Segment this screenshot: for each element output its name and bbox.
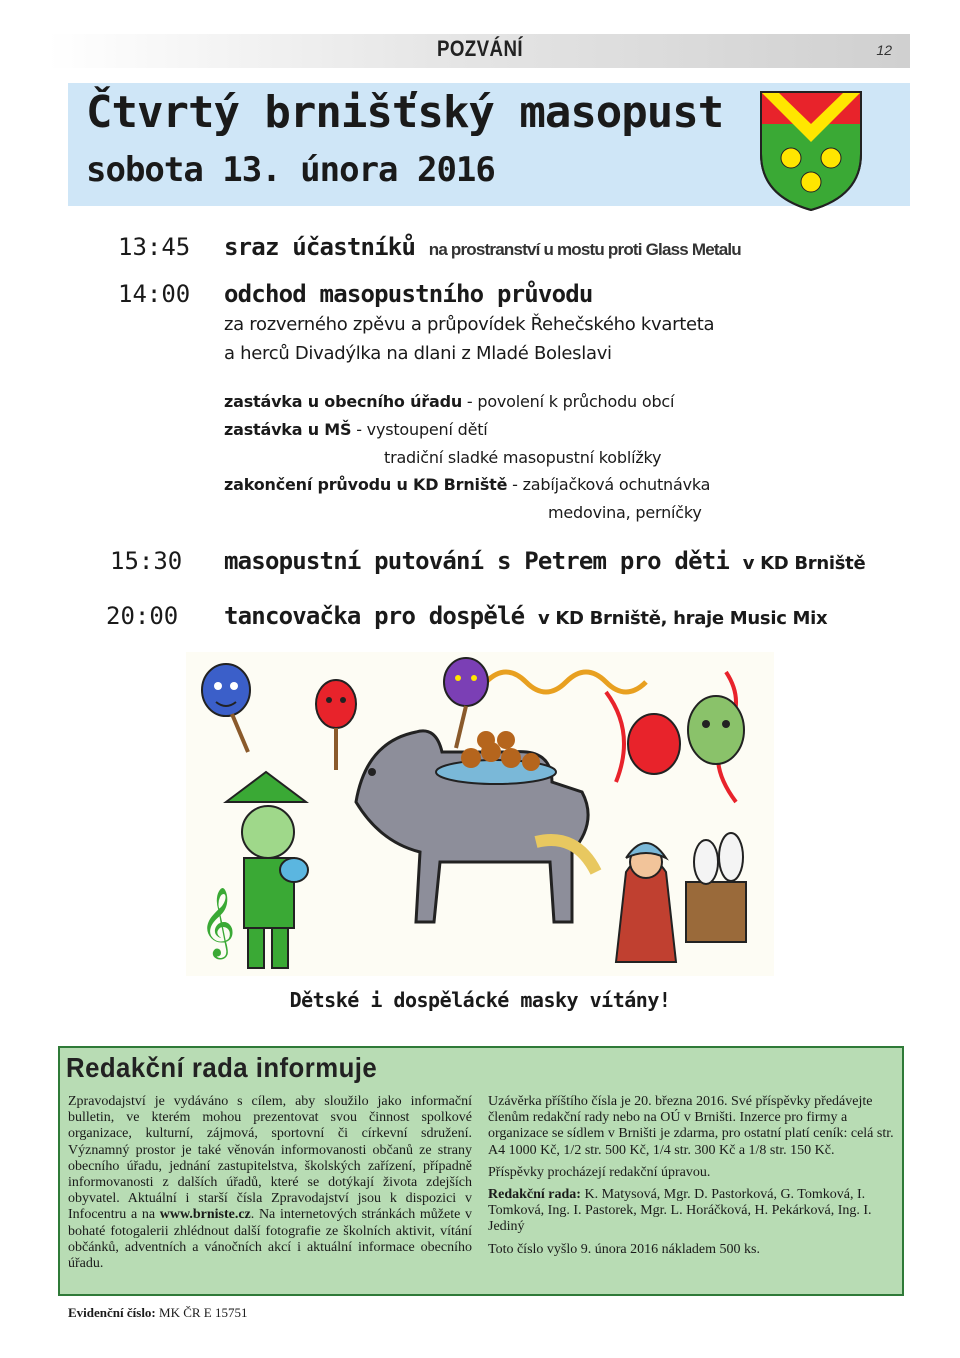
- editorial-editing-note: Příspěvky procházejí redakční úpravou.: [488, 1164, 711, 1180]
- carnival-illustration-icon: [186, 652, 774, 976]
- editorial-left-text-2: . Na internetových stránkách můžete v bohaté fotogalerii zhlédnout další fotografie ze školních aktivit, vítání občánků, adventních a vánočních akcí i aktuální informace obecního úřadu.: [68, 1207, 473, 1272]
- editorial-deadline: Uzávěrka příštího čísla je 20. března 2016. Své příspěvky předávejte členům redakční rady nebo na OÚ v Brništi. Inzerce pro firmy a organizace se sídlem v Brništi je zdarma, pro ostatní platí ceník: celá str. A4 1000 Kč, 1/2 str. 500 Kč, 1/4 str. 300 Kč a 1/8 str. 150 Kč.: [488, 1094, 894, 1158]
- coat-of-arms-icon: [758, 84, 864, 212]
- editorial-issue-info: Toto číslo vyšlo 9. února 2016 nákladem 500 ks.: [488, 1241, 760, 1257]
- event-dance-venue: v KD Brniště, hraje Music Mix: [537, 608, 828, 629]
- event-parade-title: odchod masopustního průvodu: [224, 280, 593, 308]
- stop-mead: medovina, perníčky: [548, 503, 702, 522]
- editorial-left-text: Zpravodajství je vydáváno s cílem, aby sloužilo jako informační bulletin, ve kterém mohou prezentovat svou činnost spolkové organizace, kulturní, zájmová, sportovní či církevní sdružení. Významný prostor je také věnován informovanosti občanů ze strany obecního úřadu, jednání zastupitelstva, školských zařízení, případně informovanosti z dalších úřadů, které se dotýkají života zdejších obyvatel. Aktuální i starší čísla Zpravodajství jsou k dispozici v Infocentru a na: [68, 1094, 472, 1223]
- event-parade-sub-2: a herců Divadýlka na dlani z Mladé Boleslavi: [224, 343, 612, 364]
- editorial-heading: Redakční rada informuje: [66, 1052, 378, 1083]
- stop-municipal-office: zastávka u obecního úřadu - povolení k průchodu obcí: [224, 392, 675, 411]
- event-date: sobota 13. února 2016: [86, 150, 495, 190]
- stop-kindergarten: zastávka u MŠ - vystoupení dětí: [224, 420, 488, 439]
- event-kids-walk-venue: v KD Brniště: [742, 553, 866, 574]
- page-title: Čtvrtý brnišťský masopust: [86, 87, 724, 138]
- stop-parade-end: zakončení průvodu u KD Brniště - zabíjačková ochutnávka: [224, 475, 711, 494]
- time-1345: 13:45: [118, 233, 191, 261]
- event-dance-title: tancovačka pro dospělé: [224, 602, 525, 630]
- event-kids-walk-title: masopustní putování s Petrem pro děti: [224, 547, 730, 575]
- masks-caption: Dětské i dospělácké masky vítány!: [289, 988, 671, 1012]
- time-2000: 20:00: [106, 602, 179, 630]
- section-label: POZVÁNÍ: [436, 36, 524, 61]
- event-parade-sub-1: za rozverného zpěvu a průpovídek Řehečského kvarteta: [224, 314, 715, 335]
- editorial-board: Redakční rada: K. Matysová, Mgr. D. Pastorková, G. Tomková, I. Tomková, Ing. I. Pastorek, Mgr. L. Horáčková, H. Pekárková, Ing. I. Jediný: [488, 1187, 872, 1235]
- stop-donuts: tradiční sladké masopustní koblížky: [384, 448, 662, 467]
- event-gathering: [224, 233, 741, 261]
- editorial-right-column: [488, 1094, 894, 1258]
- page-number: 12: [876, 42, 892, 58]
- website-link[interactable]: www.brniste.cz: [159, 1207, 251, 1223]
- svg-text:𝄞: 𝄞: [200, 887, 236, 957]
- registration-number: Evidenční číslo: MK ČR E 15751: [68, 1305, 248, 1320]
- time-1400: 14:00: [118, 280, 191, 308]
- event-dance: [224, 602, 827, 630]
- editorial-left-column: [68, 1094, 472, 1272]
- event-gathering-note: na prostranství u mostu proti Glass Metalu: [428, 240, 741, 259]
- event-gathering-title: sraz účastníků: [224, 233, 416, 261]
- event-kids-walk: [224, 547, 865, 575]
- time-1530: 15:30: [110, 547, 183, 575]
